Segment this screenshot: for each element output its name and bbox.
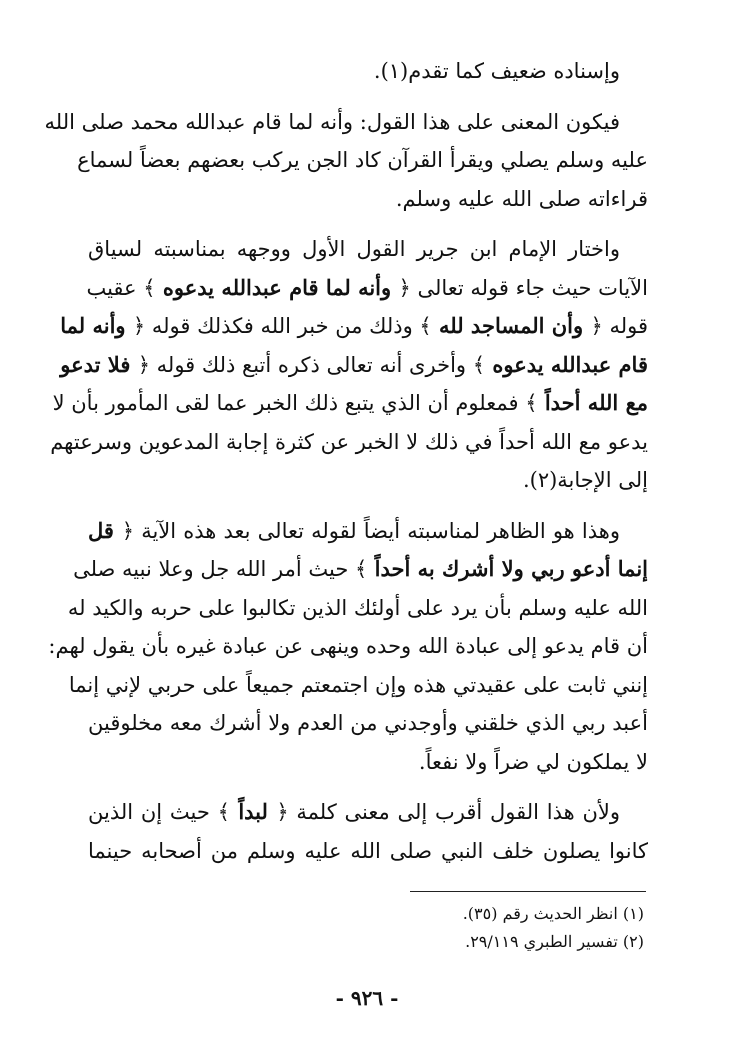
text-line: مع الله أحداً ﴾ فمعلوم أن الذي يتبع ذلك الخبر عما لقى المأمور بأن لا [52, 390, 648, 415]
text-line: وهذا هو الظاهر لمناسبته أيضاً لقوله تعالى بعد هذه الآية ﴿ قل [88, 517, 620, 543]
text-line: قراءاته صلى الله عليه وسلم. [395, 186, 648, 211]
text-line: الآيات حيث جاء قوله تعالى ﴿ وأنه لما قام عبدالله يدعوه ﴾ عقيب [86, 274, 648, 300]
footnote-divider [410, 891, 646, 892]
text-line: قام عبدالله يدعوه ﴾ وأخرى أنه تعالى ذكره أتبع ذلك قوله ﴿ فلا تدعو [60, 351, 648, 377]
text-line: إنما أدعو ربي ولا أشرك به أحداً ﴾ حيث أمر الله جل وعلا نبيه صلى [73, 556, 648, 581]
page-number: - ٩٢٦ - [335, 986, 399, 1010]
paragraph [88, 52, 648, 91]
paragraph [50, 230, 648, 500]
footnote: (٢) تفسير الطبري ٢٩/١١٩. [465, 932, 644, 951]
paragraph [88, 793, 648, 870]
text-line: الله عليه وسلم بأن يرد على أولئك الذين تكالبوا على حربه والكيد له [67, 595, 648, 620]
paragraph [44, 103, 648, 219]
text-line: أن قام يدعو إلى عبادة الله وحده وينهى عن عبادة غيره بأن يقول لهم: [48, 634, 648, 658]
text-line: عليه وسلم يصلي ويقرأ القرآن كاد الجن يركب بعضهم بعضاً لسماع [77, 148, 648, 172]
text-line: قوله ﴿ وأن المساجد لله ﴾ وذلك من خبر الله فكذلك قوله ﴿ وأنه لما [60, 313, 648, 338]
text-line: أعبد ربي الذي خلقني وأوجدني من العدم ولا أشرك معه مخلوقين [88, 711, 648, 735]
text-line: وإسناده ضعيف كما تقدم(١). [373, 59, 620, 83]
text-line: إنني ثابت على عقيدتي هذه وإن اجتمعتم جميعاً على حربي لإني إنما [68, 672, 648, 697]
text-line: فيكون المعنى على هذا القول: وأنه لما قام عبدالله محمد صلى الله [44, 109, 620, 134]
footnote: (١) انظر الحديث رقم (٣٥). [462, 904, 644, 923]
text-line: ولأن هذا القول أقرب إلى معنى كلمة ﴿ لبداً ﴾ حيث إن الذين [88, 799, 621, 824]
text-line: واختار الإمام ابن جرير القول الأول ووجهه بمناسبته لسياق [88, 237, 620, 261]
footnotes [300, 900, 644, 956]
text-line: كانوا يصلون خلف النبي صلى الله عليه وسلم من أصحابه حينما [88, 838, 648, 863]
text-line: إلى الإجابة(٢). [522, 468, 648, 492]
text-line: يدعو مع الله أحداً في ذلك لا الخبر عن كثرة إجابة المدعوين وسرعتهم [50, 429, 648, 454]
text-line: لا يملكون لي ضراً ولا نفعاً. [418, 749, 648, 774]
paragraph [48, 512, 648, 782]
